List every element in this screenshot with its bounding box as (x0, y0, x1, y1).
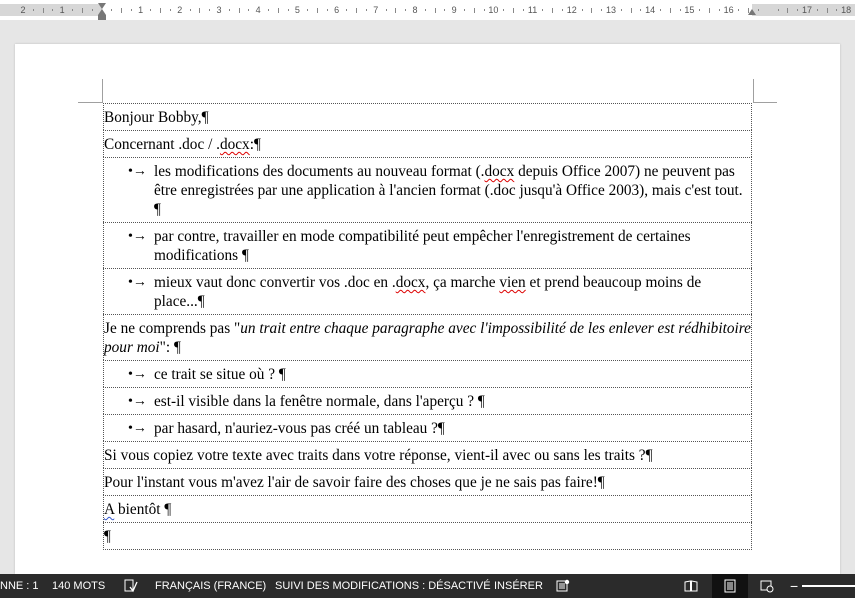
crop-mark (78, 102, 102, 103)
ruler-tick (131, 9, 132, 11)
ruler-tick (827, 8, 828, 13)
bullet-paragraph[interactable] (103, 360, 752, 387)
paragraph[interactable] (103, 314, 752, 360)
ruler-tick (190, 9, 191, 11)
ruler-tick (591, 8, 592, 13)
paragraph-text: ": ¶ (159, 339, 181, 356)
ruler-tick (719, 9, 720, 11)
ruler-tick (444, 9, 445, 11)
ruler-tick (513, 8, 514, 13)
paragraph-text: Pour l'instant vous m'avez l'air de savoir faire des choses que je ne sais pas faire!¶ (104, 474, 605, 491)
ruler-tick (72, 9, 73, 11)
ruler-number: 1 (59, 5, 65, 15)
ruler-tick (121, 8, 122, 13)
ruler-tick (150, 9, 151, 11)
ruler-tick (758, 9, 759, 11)
paragraph-text: :¶ (249, 136, 261, 153)
ruler-tick (327, 9, 328, 11)
crop-mark (753, 102, 777, 103)
ruler-tick (52, 9, 53, 11)
read-mode-icon[interactable] (684, 579, 698, 593)
bullet-marker: •→ (128, 421, 147, 436)
paragraph-text: par contre, travailler en mode compatibilité peut empêcher l'enregistrement de certaines modifications ¶ (154, 228, 691, 264)
bullet-marker: •→ (128, 275, 147, 290)
paragraph-text: vien (499, 274, 526, 291)
paragraph-text: est-il visible dans la fenêtre normale, dans l'aperçu ? ¶ (154, 393, 485, 410)
right-indent-marker[interactable] (748, 9, 756, 15)
insert-mode-label[interactable]: INSÉRER (494, 580, 543, 592)
ruler-number: 3 (216, 5, 222, 15)
paragraph-text: docx (484, 163, 515, 180)
ruler-tick (405, 9, 406, 11)
bullet-paragraph[interactable] (103, 222, 752, 268)
page-count-label[interactable]: NNE : 1 (0, 580, 39, 592)
horizontal-ruler[interactable] (0, 0, 855, 21)
ruler-tick (366, 9, 367, 11)
ruler-number: 13 (605, 5, 617, 15)
ruler-tick (640, 9, 641, 11)
paragraph-text: docx (219, 136, 250, 153)
ruler-tick (268, 9, 269, 11)
paragraph-text: mieux vaut donc convertir vos .doc en . (154, 274, 396, 291)
bullet-paragraph[interactable] (103, 414, 752, 441)
paragraph-text: docx (395, 274, 426, 291)
ruler-number: 8 (412, 5, 418, 15)
crop-mark (102, 79, 103, 103)
paragraph[interactable] (103, 103, 752, 130)
paragraph-text: par hasard, n'auriez-vous pas créé un tableau ?¶ (154, 420, 445, 437)
ruler-number: 17 (801, 5, 813, 15)
ruler-tick (425, 9, 426, 11)
ruler-number: 10 (488, 5, 499, 15)
macro-recording-icon[interactable] (556, 579, 570, 593)
paragraph-text: A (104, 501, 115, 518)
paragraph[interactable] (103, 522, 752, 550)
paragraph-text: bientôt ¶ (114, 501, 172, 518)
ruler-tick (484, 9, 485, 11)
ruler-tick (43, 8, 44, 13)
ruler-tick (787, 8, 788, 13)
ruler-tick (356, 8, 357, 13)
bullet-marker: •→ (128, 229, 147, 244)
paragraph-text: un trait entre chaque paragraphe avec l'impossibilité de les enlever est rédhibitoire pour moi (104, 320, 751, 356)
ruler-number: 5 (294, 5, 300, 15)
ruler-tick (288, 9, 289, 11)
ruler-tick (435, 8, 436, 13)
bullet-marker: •→ (128, 164, 147, 179)
ruler-tick (817, 9, 818, 11)
paragraph-text: ce trait se situe où ? ¶ (154, 366, 286, 383)
ruler-number: 4 (255, 5, 261, 15)
ruler-tick (278, 8, 279, 13)
ruler-number: 7 (373, 5, 379, 15)
ruler-tick (778, 9, 779, 11)
ruler-tick (699, 9, 700, 11)
ruler-number: 1 (138, 5, 144, 15)
paragraph[interactable] (103, 468, 752, 495)
crop-mark (753, 79, 754, 103)
ruler-tick (92, 9, 93, 11)
paragraph-text: ¶ (201, 109, 209, 126)
paragraph-text: Bonjour Bobby, (104, 109, 202, 126)
paragraph[interactable] (103, 495, 752, 522)
ruler-number: 2 (177, 5, 183, 15)
paragraph-text: les modifications des documents au nouveau format (. (154, 163, 485, 180)
ruler-tick (170, 9, 171, 11)
ruler-number: 9 (451, 5, 457, 15)
paragraph-text: et prend beaucoup moins de place...¶ (154, 274, 702, 310)
ruler-tick (317, 8, 318, 13)
ruler-number: 6 (334, 5, 340, 15)
ruler-tick (582, 9, 583, 11)
paragraph-text: , ça marche (425, 274, 500, 291)
ruler-tick (552, 8, 553, 13)
ruler-tick (239, 8, 240, 13)
paragraph-text: ¶ (104, 528, 111, 545)
paragraph-text: Si vous copiez votre texte avec traits dans votre réponse, vient-il avec ou sans les traits ?¶ (104, 447, 653, 464)
ruler-tick (474, 8, 475, 13)
ruler-tick (660, 9, 661, 11)
ruler-tick (709, 8, 710, 13)
zoom-slider[interactable] (802, 585, 855, 587)
bullet-paragraph[interactable] (103, 268, 752, 314)
bullet-marker: •→ (128, 394, 147, 409)
print-layout-icon[interactable] (723, 579, 737, 593)
ruler-tick (346, 9, 347, 11)
paragraph-text: depuis Office 2007) ne peuvent pas être enregistrées par une application à l'ancien format (.doc jusqu'à Office 2003), mais c'est tout. ¶ (154, 163, 743, 218)
ruler-number: 2 (20, 5, 26, 15)
paragraph[interactable] (103, 441, 752, 468)
ruler-number: 18 (841, 5, 852, 15)
ruler-tick (503, 9, 504, 11)
paragraph-text: Concernant .doc / . (104, 136, 220, 153)
ruler-tick (562, 9, 563, 11)
ruler-tick (209, 9, 210, 11)
ruler-number: 15 (684, 5, 695, 15)
paragraph[interactable] (103, 130, 752, 157)
ruler-tick (797, 9, 798, 11)
status-bar (0, 574, 855, 598)
ruler-number: 12 (566, 5, 577, 15)
ruler-tick (33, 9, 34, 11)
web-layout-icon[interactable] (760, 579, 774, 593)
ruler-tick (307, 9, 308, 11)
ruler-tick (670, 8, 671, 13)
ruler-tick (621, 9, 622, 11)
ruler-tick (160, 8, 161, 13)
ruler-tick (601, 9, 602, 11)
ruler-tick (386, 9, 387, 11)
ruler-tick (82, 8, 83, 13)
ruler-tick (395, 8, 396, 13)
ruler-tick (523, 9, 524, 11)
workspace-background (0, 20, 855, 44)
ruler-tick (199, 8, 200, 13)
ruler-tick (680, 9, 681, 11)
bullet-marker: •→ (128, 367, 147, 382)
ruler-left-margin (0, 4, 102, 16)
ruler-number: 16 (723, 5, 734, 15)
ruler-number: 11 (527, 5, 538, 15)
ruler-tick (111, 9, 112, 11)
ruler-tick (738, 9, 739, 11)
bullet-paragraph[interactable] (103, 387, 752, 414)
ruler-tick (248, 9, 249, 11)
document-body-table[interactable] (103, 103, 752, 550)
paragraph-text: Je ne comprends pas " (104, 320, 241, 337)
ruler-tick (631, 8, 632, 13)
ruler-tick (542, 9, 543, 11)
ruler-tick (464, 9, 465, 11)
bullet-paragraph[interactable] (103, 157, 752, 222)
language-label[interactable]: FRANÇAIS (FRANCE) (155, 580, 267, 592)
ruler-tick (836, 9, 837, 11)
track-changes-label[interactable]: SUIVI DES MODIFICATIONS : DÉSACTIVÉ (275, 580, 491, 592)
ruler-number: 14 (645, 5, 656, 15)
ruler-tick (229, 9, 230, 11)
proofing-icon[interactable] (124, 579, 138, 593)
zoom-out-button[interactable]: − (790, 578, 799, 594)
word-count-label[interactable]: 140 MOTS (52, 580, 106, 592)
